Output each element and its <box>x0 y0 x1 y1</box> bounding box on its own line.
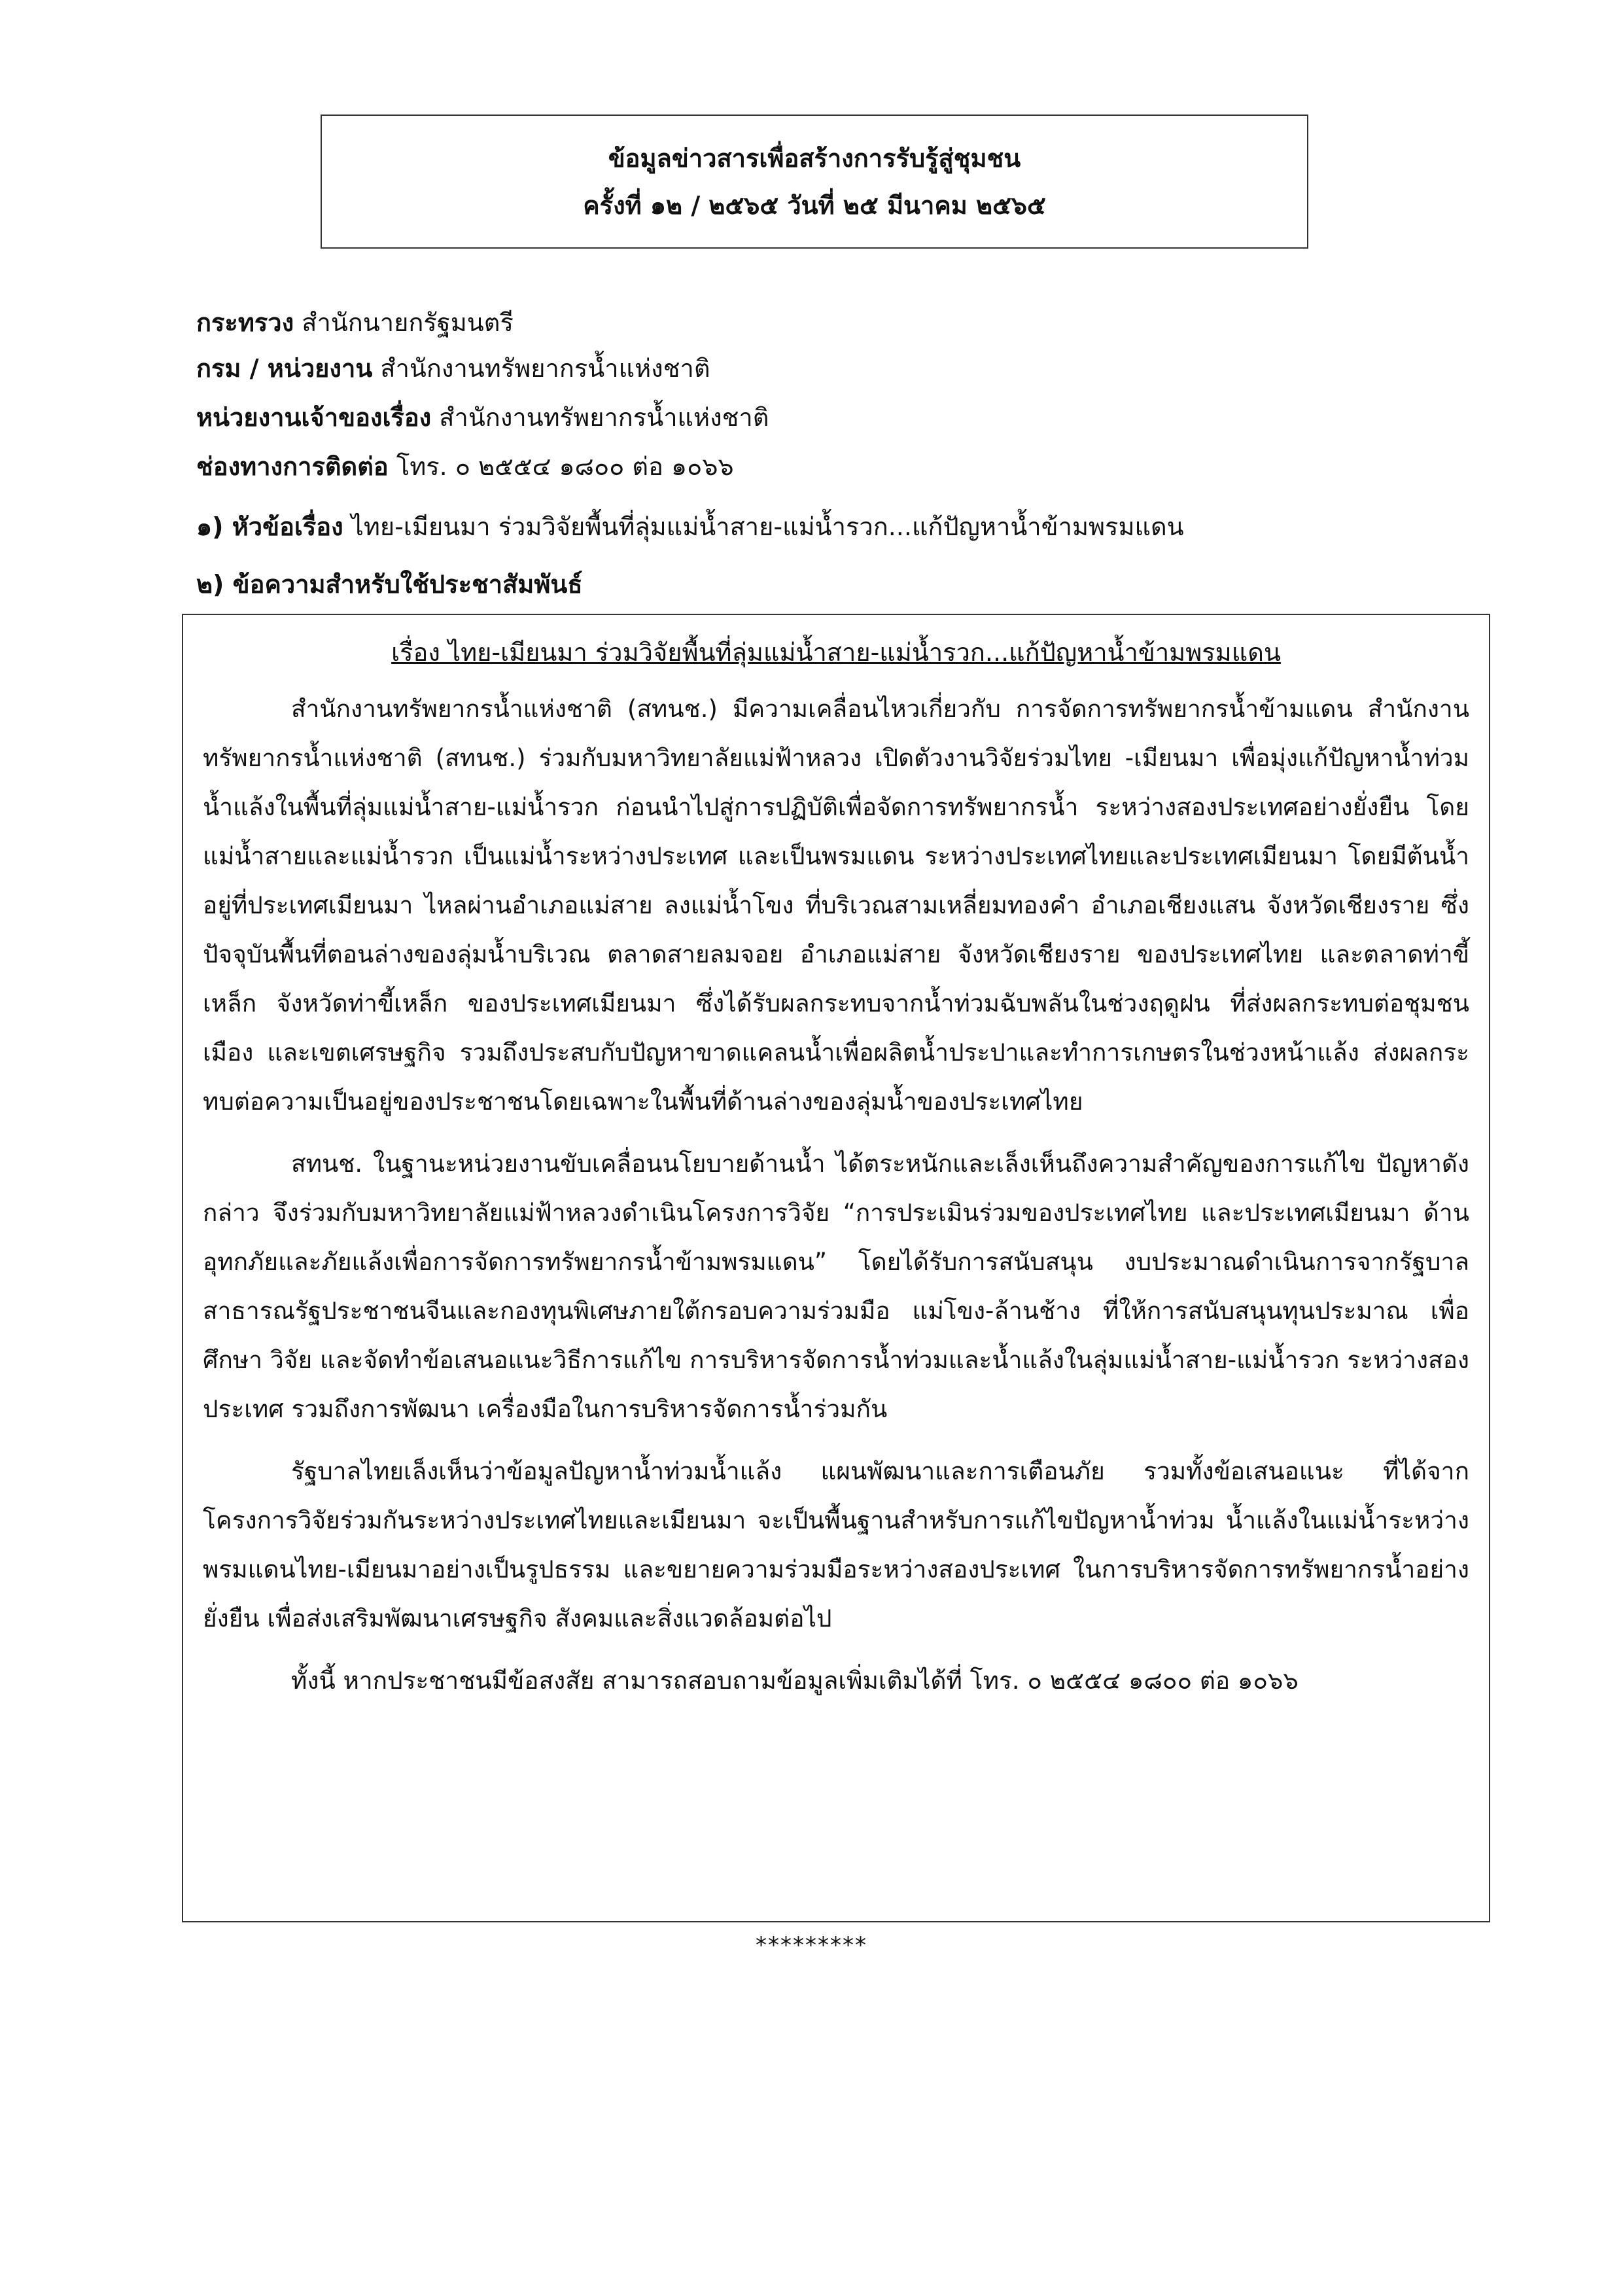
subject-value: ไทย-เมียนมา ร่วมวิจัยพื้นที่ลุ่มแม่น้ำสาย-แม่น้ำรวก...แก้ปัญหาน้ำข้ามพรมแดน <box>343 512 1184 541</box>
pr-message-row <box>196 561 1498 607</box>
department-label: กรม / หน่วยงาน <box>196 354 373 383</box>
article-paragraph-2: สทนช. ในฐานะหน่วยงานขับเคลื่อนนโยบายด้านน้ำ ได้ตระหนักและเล็งเห็นถึงความสำคัญของการแก้ไข ปัญหาดังกล่าว จึงร่วมกับมหาวิทยาลัยแม่ฟ้าหลวงดำเนินโครงการวิจัย “การประเมินร่วมของประเทศไทย และประเทศเมียนมา ด้านอุทกภัยและภัยแล้งเพื่อการจัดการทรัพยากรน้ำข้ามพรมแดน” โดยได้รับการสนับสนุน งบประมาณดำเนินการจากรัฐบาลสาธารณรัฐประชาชนจีนและกองทุนพิเศษภายใต้กรอบความร่วมมือ แม่โขง-ล้านช้าง ที่ให้การสนับสนุนทุนประมาณ เพื่อศึกษา วิจัย และจัดทำข้อเสนอแนะวิธีการแก้ไข การบริหารจัดการน้ำท่วมและน้ำแล้งในลุ่มแม่น้ำสาย-แม่น้ำรวก ระหว่างสองประเทศ รวมถึงการพัฒนา เครื่องมือในการบริหารจัดการน้ำร่วมกัน <box>203 1150 1469 1423</box>
owner-label: หน่วยงานเจ้าของเรื่อง <box>196 403 432 432</box>
pr-message-box <box>182 614 1490 1922</box>
department-value: สำนักงานทรัพยากรน้ำแห่งชาติ <box>372 354 710 383</box>
ministry-value: สำนักนายกรัฐมนตรี <box>294 308 514 337</box>
document-title: ข้อมูลข่าวสารเพื่อสร้างการรับรู้สู่ชุมชน <box>608 143 1021 173</box>
department-row <box>196 345 1498 391</box>
contact-row <box>196 444 1498 489</box>
end-of-document-mark: ********* <box>756 1932 867 1958</box>
ministry-label: กระทรวง <box>196 308 294 337</box>
article-paragraph-1: สำนักงานทรัพยากรน้ำแห่งชาติ (สทนช.) มีความเคลื่อนไหวเกี่ยวกับ การจัดการทรัพยากรน้ำข้ามแดน สำนักงานทรัพยากรน้ำแห่งชาติ (สทนช.) ร่วมกับมหาวิทยาลัยแม่ฟ้าหลวง เปิดตัวงานวิจัยร่วมไทย -เมียนมา เพื่อมุ่งแก้ปัญหาน้ำท่วมน้ำแล้งในพื้นที่ลุ่มแม่น้ำสาย-แม่น้ำรวก ก่อนนำไปสู่การปฏิบัติเพื่อจัดการทรัพยากรน้ำ ระหว่างสองประเทศอย่างยั่งยืน โดยแม่น้ำสายและแม่น้ำรวก เป็นแม่น้ำระหว่างประเทศ และเป็นพรมแดน ระหว่างประเทศไทยและประเทศเมียนมา โดยมีต้นน้ำอยู่ที่ประเทศเมียนมา ไหลผ่านอำเภอแม่สาย ลงแม่น้ำโขง ที่บริเวณสามเหลี่ยมทองคำ อำเภอเชียงแสน จังหวัดเชียงราย ซึ่งปัจจุบันพื้นที่ตอนล่างของลุ่มน้ำบริเวณ ตลาดสายลมจอย อำเภอแม่สาย จังหวัดเชียงราย ของประเทศไทย และตลาดท่าขี้เหล็ก จังหวัดท่าขี้เหล็ก ของประเทศเมียนมา ซึ่งได้รับผลกระทบจากน้ำท่วมฉับพลันในช่วงฤดูฝน ที่ส่งผลกระทบต่อชุมชนเมือง และเขตเศรษฐกิจ รวมถึงประสบกับปัญหาขาดแคลนน้ำเพื่อผลิตน้ำประปาและทำการเกษตรในช่วงหน้าแล้ง ส่งผลกระทบต่อความเป็นอยู่ของประชาชนโดยเฉพาะในพื้นที่ด้านล่างของลุ่มน้ำของประเทศไทย <box>203 695 1469 1116</box>
article-title: เรื่อง ไทย-เมียนมา ร่วมวิจัยพื้นที่ลุ่มแม่น้ำสาย-แม่น้ำรวก...แก้ปัญหาน้ำข้ามพรมแดน <box>391 638 1281 667</box>
subject-label: ๑) หัวข้อเรื่อง <box>196 512 343 541</box>
article-closing-contact: ทั้งนี้ หากประชาชนมีข้อสงสัย สามารถสอบถามข้อมูลเพิ่มเติมได้ที่ โทร. ๐ ๒๕๕๔ ๑๘๐๐ ต่อ ๑๐๖๖ <box>291 1667 1299 1695</box>
contact-label: ช่องทางการติดต่อ <box>196 452 389 481</box>
owner-row <box>196 395 1498 440</box>
article-paragraph-3: รัฐบาลไทยเล็งเห็นว่าข้อมูลปัญหาน้ำท่วมน้ำแล้ง แผนพัฒนาและการเตือนภัย รวมทั้งข้อเสนอแนะ ที่ได้จากโครงการวิจัยร่วมกันระหว่างประเทศไทยและเมียนมา จะเป็นพื้นฐานสำหรับการแก้ไขปัญหาน้ำท่วม น้ำแล้งในแม่น้ำระหว่างพรมแดนไทย-เมียนมาอย่างเป็นรูปธรรม และขยายความร่วมมือระหว่างสองประเทศ ในการบริหารจัดการทรัพยากรน้ำอย่างยั่งยืน เพื่อส่งเสริมพัฒนาเศรษฐกิจ สังคมและสิ่งแวดล้อมต่อไป <box>203 1457 1469 1633</box>
contact-value: โทร. ๐ ๒๕๕๔ ๑๘๐๐ ต่อ ๑๐๖๖ <box>388 452 734 481</box>
issue-number-date: ครั้งที่ ๑๒ / ๒๕๖๕ วันที่ ๒๕ มีนาคม ๒๕๖๕ <box>583 190 1046 220</box>
document-header-box <box>321 115 1308 249</box>
owner-value: สำนักงานทรัพยากรน้ำแห่งชาติ <box>431 403 769 432</box>
subject-row <box>196 504 1498 550</box>
pr-message-label: ๒) ข้อความสำหรับใช้ประชาสัมพันธ์ <box>196 570 583 599</box>
ministry-row <box>196 300 1498 345</box>
